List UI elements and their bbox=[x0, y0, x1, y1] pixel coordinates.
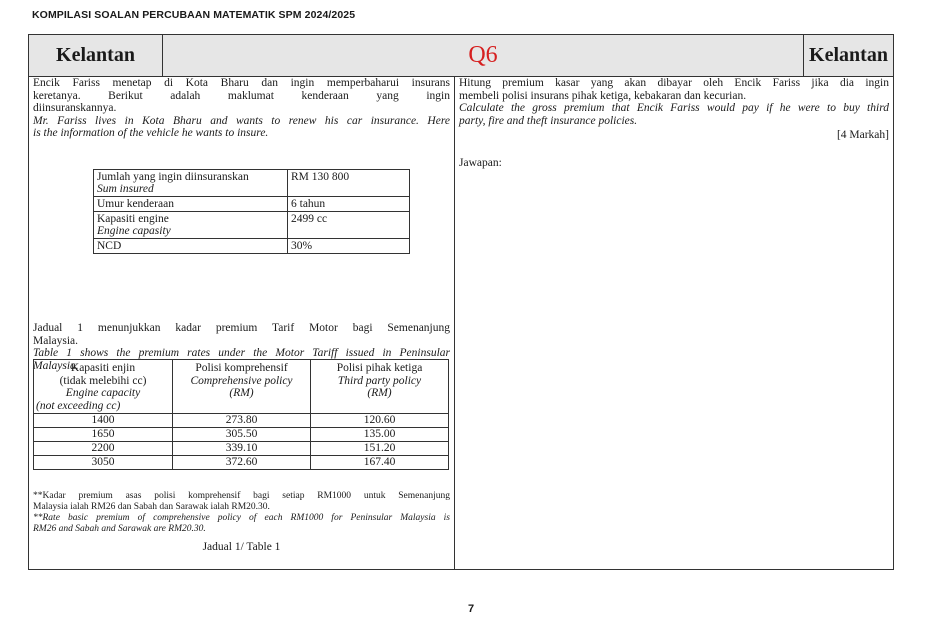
document-title: KOMPILASI SOALAN PERCUBAAN MATEMATIK SPM 2024/2025 bbox=[32, 9, 356, 21]
table-cell: 120.60 bbox=[311, 414, 449, 428]
intro-en-line: is the information of the vehicle he wants to insure. bbox=[33, 127, 269, 139]
header-line-en: (RM) bbox=[229, 387, 254, 399]
question-number: Q6 bbox=[468, 42, 498, 68]
table-cell: 2200 bbox=[34, 442, 173, 456]
ncd-label: NCD bbox=[94, 239, 288, 254]
table-row bbox=[34, 456, 449, 470]
footnote-ms-line: Malaysia ialah RM26 dan Sabah dan Sarawak ialah RM20.30. bbox=[33, 502, 270, 512]
table-cell: 3050 bbox=[34, 456, 173, 470]
third-party-policy-header bbox=[311, 360, 449, 414]
table-intro-en-line: Malaysia. bbox=[33, 359, 79, 372]
table-cell: 167.40 bbox=[311, 456, 449, 470]
intro-ms-line: keretanya. Berikut adalah maklumat kenderaan yang ingin bbox=[33, 89, 450, 102]
footnote-en-line: **Rate basic premium of comprehensive policy of each RM1000 for Peninsular Malaysia is bbox=[33, 513, 450, 523]
table-row bbox=[34, 414, 449, 428]
table-caption: Jadual 1/ Table 1 bbox=[202, 541, 281, 553]
table-intro-ms-line: Jadual 1 menunjukkan kadar premium Tarif Motor bagi Semenanjung bbox=[33, 322, 450, 334]
engine-capacity-header bbox=[34, 360, 173, 414]
table-cell: 151.20 bbox=[311, 442, 449, 456]
column-divider bbox=[454, 76, 455, 569]
table-cell: 135.00 bbox=[311, 428, 449, 442]
premium-rate-table bbox=[33, 359, 449, 470]
intro-en-line: Mr. Fariss lives in Kota Bharu and wants to renew his car insurance. Here bbox=[33, 114, 450, 127]
table-cell: 305.50 bbox=[173, 428, 311, 442]
rate-footnote bbox=[33, 491, 450, 535]
vehicle-age-value: 6 tahun bbox=[288, 197, 410, 212]
marks-label: [4 Markah] bbox=[836, 129, 889, 141]
table-intro-en-line: Table 1 shows the premium rates under the Motor Tariff issued in Peninsular bbox=[33, 347, 450, 359]
sum-insured-label: Jumlah yang ingin diinsuranskan bbox=[97, 171, 249, 183]
table-cell: 273.80 bbox=[173, 414, 311, 428]
vehicle-age-label: Umur kenderaan bbox=[94, 197, 288, 212]
header-line-en: Engine capacity bbox=[65, 387, 141, 399]
sum-insured-value: RM 130 800 bbox=[288, 170, 410, 197]
footnote-ms-line: **Kadar premium asas polisi komprehensif bagi setiap RM1000 untuk Semenanjung bbox=[33, 491, 450, 501]
question-frame bbox=[28, 34, 894, 570]
question-header bbox=[29, 35, 893, 77]
answer-label: Jawapan: bbox=[459, 156, 502, 169]
comprehensive-policy-header bbox=[173, 360, 311, 414]
question-ms-line: Hitung premium kasar yang akan dibayar oleh Encik Fariss jika dia ingin bbox=[459, 77, 889, 89]
engine-capacity-value: 2499 cc bbox=[288, 212, 410, 239]
right-column bbox=[459, 77, 889, 169]
table-row bbox=[94, 170, 410, 197]
state-label-left: Kelantan bbox=[29, 35, 163, 76]
table-intro-ms-line: Malaysia. bbox=[33, 334, 79, 347]
header-line: Polisi komprehensif bbox=[195, 362, 288, 374]
header-line-en: Comprehensive policy bbox=[190, 374, 293, 387]
table-row bbox=[34, 428, 449, 442]
table-row bbox=[94, 197, 410, 212]
question-en-line: Calculate the gross premium that Encik Fariss would pay if he were to buy third bbox=[459, 102, 889, 114]
ncd-value: 30% bbox=[288, 239, 410, 254]
header-line-en: (RM) bbox=[367, 387, 392, 399]
table-header-row bbox=[34, 360, 449, 414]
vehicle-info-table bbox=[93, 169, 410, 254]
table-cell: 372.60 bbox=[173, 456, 311, 470]
table-row bbox=[34, 442, 449, 456]
table-cell: 1650 bbox=[34, 428, 173, 442]
state-label-right: Kelantan bbox=[803, 35, 893, 76]
table-cell: 1400 bbox=[34, 414, 173, 428]
page-number: 7 bbox=[467, 603, 475, 615]
table-row bbox=[94, 239, 410, 254]
question-ms-line: membeli polisi insurans pihak ketiga, kebakaran dan kecurian. bbox=[459, 89, 747, 102]
header-line-en: (not exceeding cc) bbox=[36, 399, 121, 412]
header-line: (tidak melebihi cc) bbox=[59, 374, 147, 387]
table-cell: 339.10 bbox=[173, 442, 311, 456]
engine-capacity-label: Kapasiti engine bbox=[97, 213, 169, 225]
intro-ms-line: Encik Fariss menetap di Kota Bharu dan ingin memperbaharui insurans bbox=[33, 77, 450, 89]
question-en-line: party, fire and theft insurance policies. bbox=[459, 114, 638, 127]
header-line: Polisi pihak ketiga bbox=[336, 362, 423, 374]
header-line-en: Third party policy bbox=[337, 374, 422, 387]
table-row bbox=[94, 212, 410, 239]
engine-capacity-label-en: Engine capasity bbox=[97, 225, 171, 237]
footnote-en-line: RM26 and Sabah and Sarawak are RM20.30. bbox=[33, 524, 206, 534]
sum-insured-label-en: Sum insured bbox=[97, 183, 154, 195]
intro-ms-line: diinsuranskannya. bbox=[33, 102, 117, 114]
header-line: Kapasiti enjin bbox=[70, 362, 136, 374]
